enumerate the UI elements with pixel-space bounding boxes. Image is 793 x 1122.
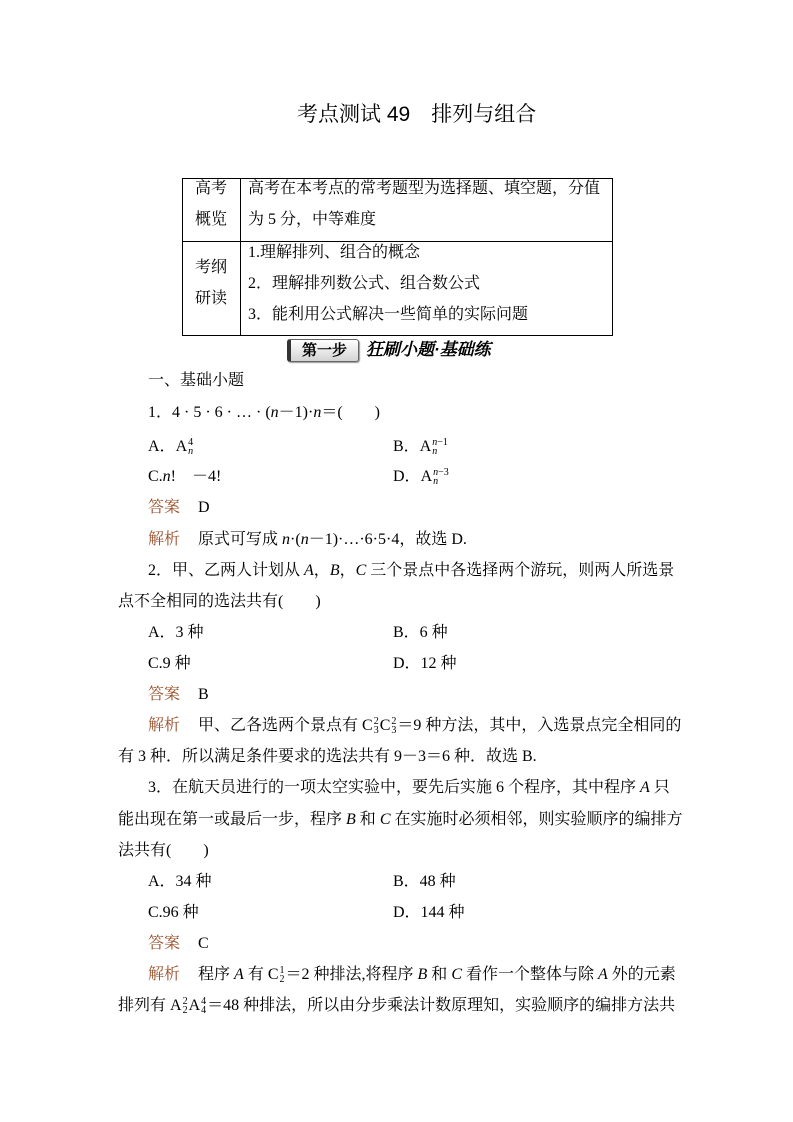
page-title: 考点测试 49 排列与组合 [297, 103, 537, 126]
subscript: 2 [279, 974, 285, 985]
step-badge-label: 第一步 [301, 342, 347, 359]
answer-label: 答案 [148, 935, 181, 952]
question-1-option-d [393, 465, 450, 489]
permutation-symbol [420, 435, 449, 459]
question-1-option-c [148, 465, 221, 489]
variable-a: A [304, 562, 314, 579]
permutation-symbol [170, 994, 189, 1018]
analysis-text: 排列有 [118, 997, 171, 1014]
question-3-stem-line1 [148, 776, 670, 800]
question-3-option-b: B．48 种 [393, 873, 456, 890]
option-label: D． [393, 468, 421, 485]
question-3-analysis-line1 [148, 963, 676, 987]
analysis-text: ＝48 种排法，所以由分步乘法计数原理知，实验顺序的编排方法共 [207, 997, 676, 1014]
superscript: 1 [279, 965, 285, 976]
permutation-symbol [176, 435, 195, 459]
stem-text: 1．4 · 5 · 6 · … · ( [148, 404, 271, 421]
symbol-letter: A [419, 438, 432, 455]
subscript: 3 [391, 725, 397, 736]
question-2-stem-line1 [148, 559, 674, 583]
banner-title: 狂刷小题·基础练 [366, 340, 491, 359]
permutation-symbol [421, 465, 450, 489]
variable-b: B [346, 811, 356, 828]
superscript-variable: n [432, 437, 438, 448]
table-head-overview-line1: 高考 [194, 180, 227, 197]
script-stack [432, 438, 448, 456]
question-3-option-a: A．34 种 [148, 873, 212, 890]
combination-symbol [380, 714, 398, 738]
combination-symbol [268, 963, 286, 987]
script-stack [374, 717, 379, 735]
variable-b: B [329, 562, 340, 579]
symbol-letter: A [420, 468, 433, 485]
stem-text: ＝( ) [321, 404, 380, 421]
question-1-option-a [148, 435, 194, 459]
variable-n: n [270, 404, 279, 421]
script-stack [280, 966, 285, 984]
variable-a: A [234, 966, 244, 983]
question-3-analysis-line2 [118, 994, 675, 1018]
stem-text: 只 [649, 779, 670, 796]
table-body-overview-line2: 为 5 分，中等难度 [248, 211, 377, 228]
answer-label: 答案 [148, 499, 181, 516]
analysis-text: 和 [427, 966, 452, 983]
step-badge [287, 339, 359, 362]
variable-c: C [355, 562, 367, 579]
variable-n: n [313, 404, 322, 421]
table-column-divider [240, 179, 241, 335]
stem-text: ， [313, 562, 330, 579]
symbol-letter: C [379, 717, 391, 734]
combination-symbol [362, 714, 380, 738]
question-2-option-d: D．12 种 [393, 655, 457, 672]
variable-b: B [417, 966, 428, 983]
question-3-option-d: D．144 种 [393, 904, 465, 921]
superscript: 2 [373, 716, 379, 727]
superscript-rest: −1 [437, 437, 448, 448]
subscript: 4 [201, 1005, 207, 1016]
question-2-analysis-line1 [148, 714, 681, 738]
variable-c: C [451, 966, 462, 983]
stem-text: 2．甲、乙两人计划从 [148, 562, 305, 579]
permutation-symbol [189, 994, 208, 1018]
answer-value: D [198, 499, 210, 516]
analysis-text: 看作一个整体与除 [461, 966, 598, 983]
symbol-letter: C [267, 966, 279, 983]
analysis-text: －1)·…·6·5·4，故选 D. [308, 531, 467, 548]
analysis-text: 原式可写成 [198, 531, 283, 548]
script-stack [183, 997, 188, 1015]
analysis-text: ＝9 种方法，其中，入选景点完全相同的 [397, 717, 682, 734]
analysis-text: ·( [290, 531, 301, 548]
symbol-letter: C [362, 717, 373, 734]
variable-n: n [282, 531, 291, 548]
table-head-syllabus-line1: 考纲 [194, 259, 227, 276]
question-3-option-c: C.96 种 [148, 904, 199, 921]
table-head-overview-line2: 概览 [194, 211, 227, 228]
table-body-syllabus-line1: 1.理解排列、组合的概念 [248, 244, 421, 261]
table-body-overview-line1: 高考在本考点的常考题型为选择题、填空题，分值 [248, 180, 601, 197]
answer-value: B [198, 686, 209, 703]
superscript-variable: n [433, 467, 439, 478]
superscript-rest: −3 [438, 467, 449, 478]
option-label: C. [148, 468, 163, 485]
section-heading: 一、基础小题 [148, 372, 245, 389]
stem-text: 和 [355, 811, 380, 828]
symbol-letter: A [175, 438, 188, 455]
variable-c: C [379, 811, 391, 828]
stem-text: 3．在航天员进行的一项太空实验中，要先后实施 6 个程序，其中程序 [148, 779, 641, 796]
variable-n: n [300, 531, 309, 548]
stem-text: 在实施时必须相邻，则实验顺序的编排方 [390, 811, 683, 828]
analysis-text: 甲、乙各选两个景点有 [198, 717, 363, 734]
option-label: A． [148, 438, 176, 455]
analysis-text: 有 [243, 966, 268, 983]
table-head-syllabus-line2: 研读 [194, 290, 227, 307]
analysis-label: 解析 [148, 531, 181, 548]
answer-value: C [198, 935, 209, 952]
analysis-label: 解析 [148, 966, 181, 983]
variable-n: n [162, 468, 171, 485]
option-text: ! －4! [170, 468, 222, 485]
question-3-answer [148, 932, 209, 956]
subscript: n [188, 446, 194, 457]
stem-text: 能出现在第一或最后一步，程序 [118, 811, 347, 828]
subscript: 2 [182, 1005, 188, 1016]
symbol-letter: A [188, 997, 201, 1014]
table-body-syllabus-line3: 3．能利用公式解决一些简单的实际问题 [248, 306, 529, 323]
script-stack [201, 997, 206, 1015]
superscript: 2 [391, 716, 397, 727]
superscript: 4 [188, 437, 194, 448]
question-2-option-a: A．3 种 [148, 624, 204, 641]
option-label: B． [393, 438, 420, 455]
question-3-stem-line2 [118, 808, 683, 832]
script-stack [391, 717, 396, 735]
variable-a: A [598, 966, 608, 983]
analysis-text: 外的元素 [607, 966, 676, 983]
script-stack [433, 468, 449, 486]
script-stack [188, 438, 193, 456]
stem-text: －1)· [278, 404, 314, 421]
question-2-analysis-line2: 有 3 种．所以满足条件要求的选法共有 9－3＝6 种．故选 B. [118, 748, 537, 765]
question-1-answer [148, 496, 210, 520]
subscript: n [433, 476, 439, 487]
table-body-syllabus-line2: 2．理解排列数公式、组合数公式 [248, 275, 481, 292]
superscript: 4 [201, 996, 207, 1007]
subscript: n [432, 446, 438, 457]
question-2-option-b: B．6 种 [393, 624, 448, 641]
analysis-text: ＝2 种排法,将程序 [285, 966, 418, 983]
analysis-text: 程序 [198, 966, 235, 983]
question-2-option-c: C.9 种 [148, 655, 191, 672]
answer-label: 答案 [148, 686, 181, 703]
question-1-option-b [393, 435, 449, 459]
stem-text: ， [339, 562, 356, 579]
question-2-answer [148, 683, 209, 707]
stem-text: 三个景点中各选择两个游玩，则两人所选景 [366, 562, 675, 579]
subscript: 3 [373, 725, 379, 736]
question-3-stem-line3: 法共有( ) [118, 842, 209, 859]
analysis-label: 解析 [148, 717, 181, 734]
superscript: 2 [182, 996, 188, 1007]
question-1-analysis [148, 528, 467, 552]
question-2-stem-line2: 点不全相同的选法共有( ) [118, 593, 321, 610]
symbol-letter: A [170, 997, 182, 1014]
variable-a: A [640, 779, 650, 796]
question-1-stem [148, 401, 380, 425]
